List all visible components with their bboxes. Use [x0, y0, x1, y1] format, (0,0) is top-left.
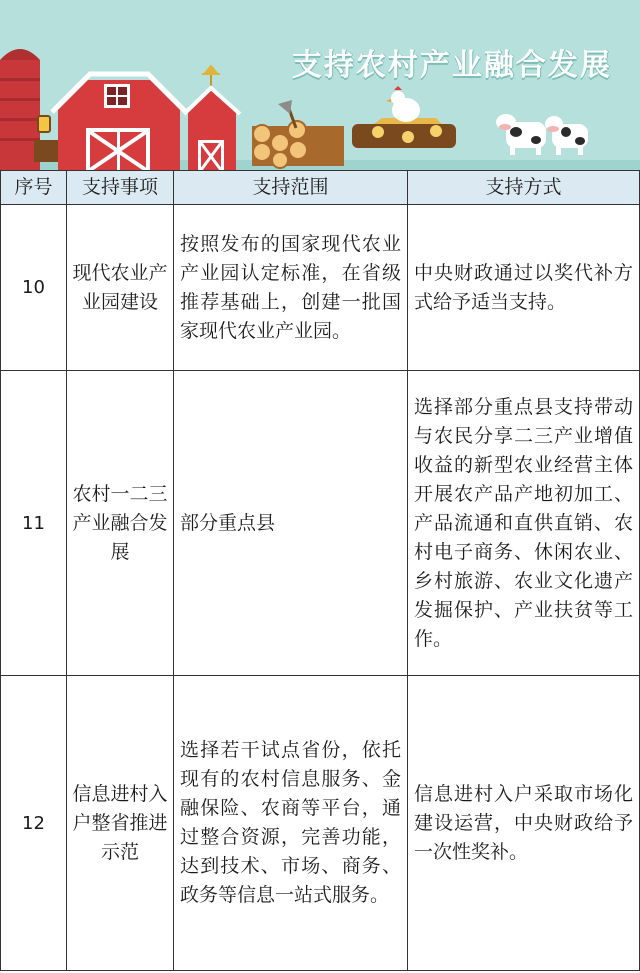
row-scope: 部分重点县 — [174, 371, 408, 676]
page-title: 支持农村产业融合发展 — [292, 48, 612, 83]
row-method: 信息进村入户采取市场化建设运营，中央财政给予一次性奖补。 — [408, 676, 640, 971]
small-barn-icon — [184, 88, 240, 170]
support-table-container — [0, 170, 640, 973]
table-header-row — [1, 171, 640, 205]
log-pile-icon — [252, 121, 344, 168]
table-row — [1, 371, 640, 676]
header-id: 序号 — [1, 171, 67, 205]
row-id: 12 — [1, 676, 67, 971]
row-item: 农村一二三产业融合发展 — [67, 371, 174, 676]
row-method: 中央财政通过以奖代补方式给予适当支持。 — [408, 205, 640, 371]
row-item: 现代农业产业园建设 — [67, 205, 174, 371]
support-table — [0, 170, 640, 971]
banner — [0, 0, 640, 170]
row-scope: 选择若干试点省份，依托现有的农村信息服务、金融保险、农商等平台，通过整合资源，完善功能，达到技术、市场、商务、政务等信息一站式服务。 — [174, 676, 408, 971]
header-scope: 支持范围 — [174, 171, 408, 205]
cow-icon — [496, 114, 588, 155]
row-item: 信息进村入户整省推进示范 — [67, 676, 174, 971]
haystack-icon — [352, 118, 456, 148]
row-id: 11 — [1, 371, 67, 676]
table-row — [1, 676, 640, 971]
table-row — [1, 205, 640, 371]
axe-icon — [278, 100, 296, 128]
header-item: 支持事项 — [67, 171, 174, 205]
header-method: 支持方式 — [408, 171, 640, 205]
row-method: 选择部分重点县支持带动与农民分享二三产业增值收益的新型农业经营主体开展农产品产地初加工、产品流通和直供直销、农村电子商务、休闲农业、乡村旅游、农业文化遗产发掘保护、产业扶贫等工作。 — [408, 371, 640, 676]
chicken-icon — [386, 86, 420, 122]
row-scope: 按照发布的国家现代农业产业园认定标准，在省级推荐基础上，创建一批国家现代农业产业园。 — [174, 205, 408, 371]
farm-illustration — [0, 0, 640, 170]
barn-icon — [52, 74, 186, 170]
row-id: 10 — [1, 205, 67, 371]
